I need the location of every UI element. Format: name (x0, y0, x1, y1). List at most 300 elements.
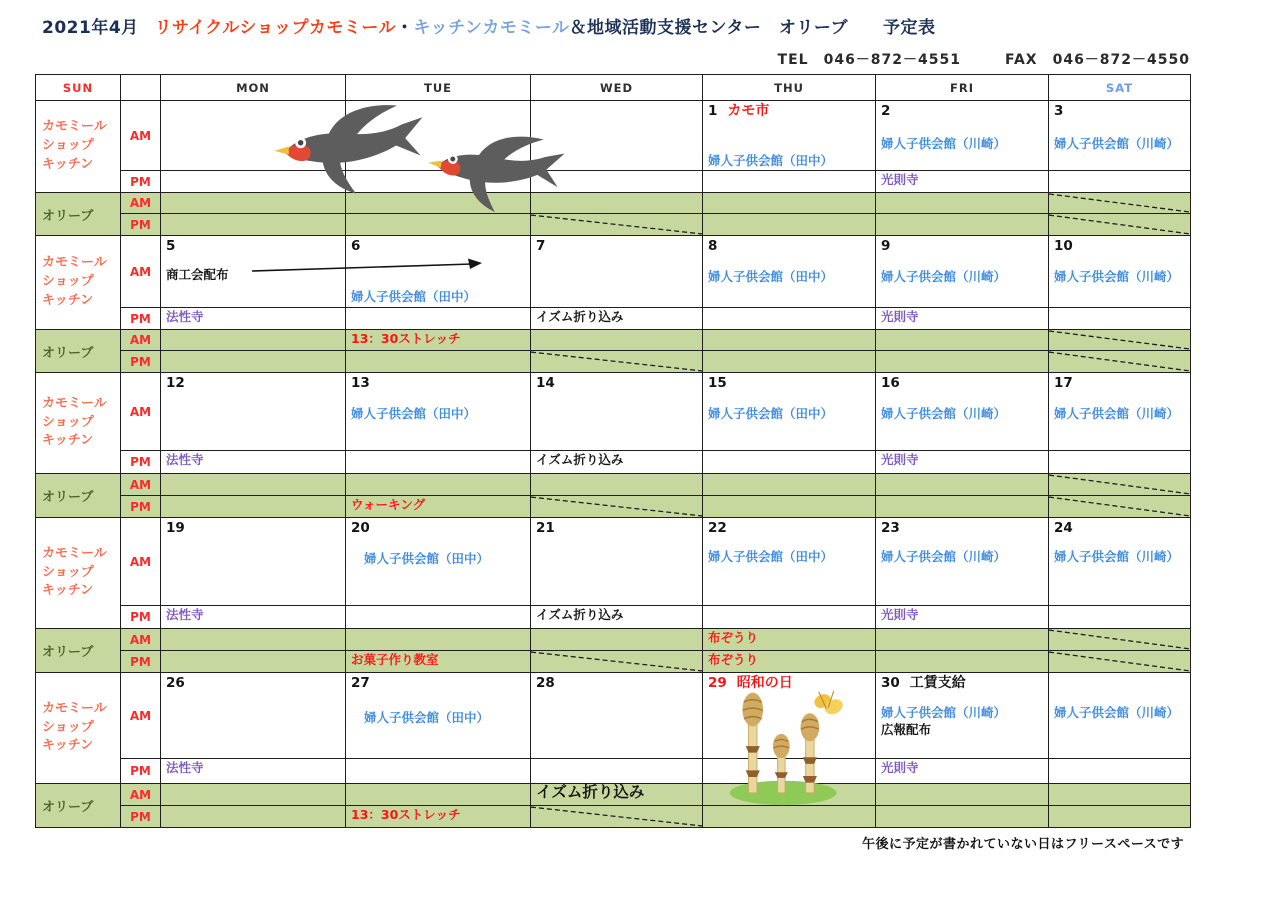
olive-label-text: オリーブ (42, 345, 94, 361)
cell-week3-tue-kamPM (345, 450, 530, 473)
date-number: 8 (708, 238, 718, 254)
am-text: AM (129, 128, 152, 143)
date-number: 1 (708, 103, 718, 119)
kamomile-label-line: ショップ (42, 414, 94, 430)
cell-week4-tue-kamPM (345, 605, 530, 628)
cell-week1-wed-kamAM (530, 100, 702, 170)
day-header-thu: THU (702, 74, 875, 100)
cell-week4-sat-olAM (1048, 628, 1190, 650)
cell-week4-wed-olPM (530, 650, 702, 672)
cell-week2-tue-olPM (345, 350, 530, 372)
olive-am-label (120, 192, 160, 213)
date-line (346, 236, 530, 254)
cell-week3-wed-kamPM (530, 450, 702, 473)
cell-week4-mon-kamPM (160, 605, 345, 628)
kamomile-label-line: カモミール (42, 545, 107, 561)
cell-week4-thu-olAM (702, 628, 875, 650)
date-number: 14 (536, 375, 555, 391)
am-text: AM (129, 787, 152, 802)
cell-week4-sat-olPM (1048, 650, 1190, 672)
event-text: 婦人子供会館（川崎） (1054, 269, 1180, 285)
cell-week4-mon-kamAM (160, 517, 345, 605)
event-text: 婦人子供会館（田中） (708, 406, 834, 422)
kamomile-label-line: カモミール (42, 119, 107, 135)
row-label-kamomile (35, 672, 120, 783)
date-number: 24 (1054, 520, 1073, 536)
cell-week5-sat-olAM (1048, 783, 1190, 805)
pm-text: PM (130, 217, 151, 232)
event-text: 婦人子供会館（川崎） (881, 406, 1007, 422)
date-line (876, 518, 1048, 536)
date-number: 30 (881, 675, 900, 691)
row-label-olive (35, 329, 120, 372)
cell-week2-fri-kamAM (875, 235, 1048, 307)
date-number: 5 (166, 238, 176, 254)
date-label: 工賃支給 (909, 675, 966, 691)
cell-week2-sat-olAM (1048, 329, 1190, 350)
cell-week3-sat-kamPM (1048, 450, 1190, 473)
tel-number: TEL 046－872－4551 (777, 52, 961, 68)
cell-week2-fri-kamPM (875, 307, 1048, 329)
cell-week1-thu-kamAM (702, 100, 875, 170)
kamomile-label-line: キッチン (42, 292, 94, 308)
cell-week2-thu-olAM (702, 329, 875, 350)
event-text: 光則寺 (881, 607, 919, 622)
event-text: 婦人子供会館（田中） (351, 289, 477, 305)
date-line (1049, 373, 1190, 391)
footer-note: 午後に予定が書かれていない日はフリースペースです (862, 837, 1185, 852)
date-number: 9 (881, 238, 891, 254)
cell-week5-thu-olPM (702, 805, 875, 827)
cell-week1-thu-olPM (702, 213, 875, 235)
row-label-olive (35, 473, 120, 517)
cell-week1-fri-kamAM (875, 100, 1048, 170)
cell-week2-mon-kamPM (160, 307, 345, 329)
cell-week3-wed-olPM (530, 495, 702, 517)
cell-week3-fri-olAM (875, 473, 1048, 495)
cell-week1-fri-olAM (875, 192, 1048, 213)
cell-week2-wed-olPM (530, 350, 702, 372)
date-number: 20 (351, 520, 370, 536)
event-text: ウォーキング (351, 497, 426, 512)
event-text: 光則寺 (881, 760, 919, 775)
olive-label-text: オリーブ (42, 645, 94, 660)
am-text: AM (129, 632, 152, 647)
event-text: 広報配布 (881, 722, 932, 738)
cell-week2-tue-kamPM (345, 307, 530, 329)
cell-week3-tue-olPM (345, 495, 530, 517)
event-text: 婦人子供会館（川崎） (1054, 406, 1180, 422)
olive-pm-label (120, 213, 160, 235)
date-number: 17 (1054, 375, 1073, 391)
cell-week5-wed-olPM (530, 805, 702, 827)
cell-week4-thu-olPM (702, 650, 875, 672)
cell-week1-wed-olPM (530, 213, 702, 235)
am-text: AM (129, 554, 152, 569)
date-label: 昭和の日 (736, 675, 793, 691)
pm-text: PM (130, 455, 151, 469)
cell-week3-mon-kamPM (160, 450, 345, 473)
am-text: AM (129, 196, 152, 210)
cell-week1-tue-kamAM (345, 100, 530, 170)
date-line (531, 673, 702, 691)
cell-week5-sat-kamAM (1048, 672, 1190, 758)
diagonal-strikethrough-icon (531, 214, 702, 235)
cell-week1-mon-kamAM (160, 100, 345, 170)
day-header-sat: SAT (1048, 74, 1190, 100)
date-number: 28 (536, 675, 555, 691)
cell-week5-sat-olPM (1048, 805, 1190, 827)
date-line (531, 236, 702, 254)
date-line (346, 673, 530, 691)
date-line (161, 236, 345, 254)
olive-label-text: オリーブ (42, 800, 94, 815)
date-number: 2 (881, 103, 891, 119)
event-text: 婦人子供会館（田中） (708, 269, 834, 285)
event-text: 13：30ストレッチ (351, 331, 461, 346)
diagonal-strikethrough-icon (1049, 629, 1190, 650)
date-number: 19 (166, 520, 185, 536)
kamomile-am-label (120, 100, 160, 170)
cell-week4-tue-kamAM (345, 517, 530, 605)
date-line (703, 373, 875, 391)
olive-pm-label (120, 650, 160, 672)
fax-number: FAX 046－872－4550 (1005, 52, 1190, 68)
cell-week1-tue-olPM (345, 213, 530, 235)
title-year-month: 2021年4月 (42, 18, 139, 38)
pm-text: PM (130, 654, 151, 669)
date-line (346, 373, 530, 391)
date-number: 12 (166, 375, 185, 391)
row-label-olive (35, 192, 120, 235)
event-text: 光則寺 (881, 452, 919, 467)
date-number: 29 (708, 675, 727, 691)
cell-week5-thu-kamAM (702, 672, 875, 758)
kamomile-label-line: カモミール (42, 395, 107, 411)
title-dot: ・ (396, 18, 414, 38)
cell-week3-fri-kamPM (875, 450, 1048, 473)
day-header-fri: FRI (875, 74, 1048, 100)
day-header-wed: WED (530, 74, 702, 100)
am-text: AM (129, 404, 152, 419)
cell-week4-thu-kamPM (702, 605, 875, 628)
pm-text: PM (130, 174, 151, 189)
cell-week4-fri-olPM (875, 650, 1048, 672)
cell-week1-sat-kamAM (1048, 100, 1190, 170)
date-number: 10 (1054, 238, 1073, 254)
row-label-kamomile (35, 372, 120, 473)
olive-label-text: オリーブ (42, 208, 94, 224)
cell-week5-mon-olPM (160, 805, 345, 827)
kamomile-label-line: ショップ (42, 138, 94, 154)
am-text: AM (129, 708, 152, 723)
date-number: 22 (708, 520, 727, 536)
event-text: イズム折り込み (536, 452, 624, 467)
kamomile-label-line: ショップ (42, 274, 94, 290)
date-line (703, 101, 875, 120)
date-line (346, 518, 530, 536)
cell-week5-mon-olAM (160, 783, 345, 805)
cell-week5-wed-kamAM (530, 672, 702, 758)
cell-week2-mon-olAM (160, 329, 345, 350)
cell-week1-wed-olAM (530, 192, 702, 213)
event-text: 婦人子供会館（田中） (364, 710, 490, 726)
date-number: 13 (351, 375, 370, 391)
diagonal-strikethrough-icon (1049, 193, 1190, 213)
date-label: カモ市 (727, 103, 770, 119)
cell-week1-sat-kamPM (1048, 170, 1190, 192)
date-line (1049, 101, 1190, 119)
cell-week5-mon-kamAM (160, 672, 345, 758)
cell-week5-thu-kamPM (702, 758, 875, 783)
cell-week4-thu-kamAM (702, 517, 875, 605)
event-text: 13：30ストレッチ (351, 807, 461, 822)
event-text: イズム折り込み (536, 783, 645, 801)
diagonal-strikethrough-icon (531, 806, 702, 827)
cell-week3-tue-olAM (345, 473, 530, 495)
diagonal-strikethrough-icon (1049, 330, 1190, 350)
cell-week2-thu-kamPM (702, 307, 875, 329)
kamomile-label-line: キッチン (42, 156, 94, 172)
cell-week2-fri-olAM (875, 329, 1048, 350)
day-header-spacer (120, 74, 160, 100)
row-label-olive (35, 783, 120, 827)
cell-week5-mon-kamPM (160, 758, 345, 783)
cell-week1-sat-olAM (1048, 192, 1190, 213)
olive-pm-label (120, 350, 160, 372)
event-text: 婦人子供会館（川崎） (881, 269, 1007, 285)
kamomile-am-label (120, 235, 160, 307)
cell-week4-wed-olAM (530, 628, 702, 650)
cell-week2-mon-olPM (160, 350, 345, 372)
kamomile-label-line: ショップ (42, 564, 94, 580)
date-line (703, 236, 875, 254)
pm-text: PM (130, 809, 151, 824)
event-text: 婦人子供会館（川崎） (1054, 136, 1180, 152)
cell-week3-mon-kamAM (160, 372, 345, 450)
date-number: 21 (536, 520, 555, 536)
cell-week5-tue-kamPM (345, 758, 530, 783)
cell-week3-tue-kamAM (345, 372, 530, 450)
date-line (1049, 236, 1190, 254)
title-shop2: キッチンカモミール (413, 18, 570, 38)
row-label-kamomile (35, 235, 120, 329)
cell-week4-mon-olAM (160, 628, 345, 650)
cell-week2-sat-kamAM (1048, 235, 1190, 307)
cell-week4-tue-olPM (345, 650, 530, 672)
cell-week2-tue-kamAM (345, 235, 530, 307)
date-line (161, 518, 345, 536)
diagonal-strikethrough-icon (1049, 651, 1190, 672)
olive-am-label (120, 628, 160, 650)
date-line (531, 518, 702, 536)
event-text: 光則寺 (881, 309, 919, 324)
cell-week5-thu-olAM (702, 783, 875, 805)
date-line (876, 673, 1048, 692)
diagonal-strikethrough-icon (1049, 351, 1190, 372)
cell-week1-fri-kamPM (875, 170, 1048, 192)
diagonal-strikethrough-icon (1049, 214, 1190, 235)
kamomile-label-line: キッチン (42, 738, 94, 754)
contact-info (778, 49, 1190, 69)
cell-week1-tue-kamPM (345, 170, 530, 192)
kamomile-pm-label (120, 758, 160, 783)
calendar-table (35, 74, 1191, 828)
row-label-kamomile (35, 100, 120, 192)
cell-week2-wed-kamPM (530, 307, 702, 329)
cell-week4-tue-olAM (345, 628, 530, 650)
date-line (876, 236, 1048, 254)
cell-week1-sat-olPM (1048, 213, 1190, 235)
cell-week3-fri-kamAM (875, 372, 1048, 450)
olive-am-label (120, 329, 160, 350)
cell-week3-thu-olPM (702, 495, 875, 517)
cell-week3-wed-olAM (530, 473, 702, 495)
pm-text: PM (130, 764, 151, 778)
cell-week2-wed-olAM (530, 329, 702, 350)
kamomile-pm-label (120, 605, 160, 628)
cell-week5-fri-olPM (875, 805, 1048, 827)
olive-am-label (120, 783, 160, 805)
cell-week3-mon-olPM (160, 495, 345, 517)
olive-pm-label (120, 805, 160, 827)
cell-week4-fri-kamPM (875, 605, 1048, 628)
cell-week2-thu-kamAM (702, 235, 875, 307)
cell-week1-mon-olPM (160, 213, 345, 235)
date-line (703, 518, 875, 536)
event-text: 婦人子供会館（川崎） (1054, 549, 1180, 565)
cell-week5-wed-kamPM (530, 758, 702, 783)
day-header-mon: MON (160, 74, 345, 100)
row-label-olive (35, 628, 120, 672)
cell-week2-fri-olPM (875, 350, 1048, 372)
cell-week5-sat-kamPM (1048, 758, 1190, 783)
event-text: 婦人子供会館（川崎） (881, 704, 1007, 720)
cell-week4-wed-kamAM (530, 517, 702, 605)
cell-week5-tue-olPM (345, 805, 530, 827)
title-shop1: リサイクルショップカモミール (154, 18, 397, 38)
kamomile-label-line: カモミール (42, 700, 107, 716)
event-text: 法性寺 (166, 607, 204, 622)
olive-pm-label (120, 495, 160, 517)
day-header-tue: TUE (345, 74, 530, 100)
date-number: 3 (1054, 103, 1064, 119)
date-line (161, 673, 345, 691)
cell-week5-tue-kamAM (345, 672, 530, 758)
cell-week5-fri-kamPM (875, 758, 1048, 783)
event-text: イズム折り込み (536, 607, 624, 622)
event-text: 商工会配布 (166, 267, 229, 283)
date-line (161, 373, 345, 391)
kamomile-pm-label (120, 307, 160, 329)
cell-week4-mon-olPM (160, 650, 345, 672)
cell-week3-sat-olPM (1048, 495, 1190, 517)
cell-week1-wed-kamPM (530, 170, 702, 192)
cell-week1-mon-kamPM (160, 170, 345, 192)
date-number: 27 (351, 675, 370, 691)
row-label-kamomile (35, 517, 120, 628)
day-header-sun: SUN (35, 74, 120, 100)
kamomile-am-label (120, 517, 160, 605)
cell-week3-thu-kamAM (702, 372, 875, 450)
event-text: 婦人子供会館（川崎） (881, 136, 1007, 152)
event-text: 婦人子供会館（田中） (708, 549, 834, 565)
diagonal-strikethrough-icon (531, 651, 702, 672)
kamomile-am-label (120, 672, 160, 758)
diagonal-strikethrough-icon (1049, 474, 1190, 495)
kamomile-pm-label (120, 170, 160, 192)
cell-week1-thu-kamPM (702, 170, 875, 192)
date-number: 15 (708, 375, 727, 391)
cell-week3-thu-kamPM (702, 450, 875, 473)
cell-week1-thu-olAM (702, 192, 875, 213)
date-line (1049, 518, 1190, 536)
cell-week4-wed-kamPM (530, 605, 702, 628)
cell-week5-fri-olAM (875, 783, 1048, 805)
date-number: 23 (881, 520, 900, 536)
event-text: 布ぞうり (708, 652, 759, 667)
date-line (876, 101, 1048, 119)
cell-week2-sat-kamPM (1048, 307, 1190, 329)
page-title (42, 13, 935, 38)
event-text: 法性寺 (166, 452, 204, 467)
date-number: 26 (166, 675, 185, 691)
pm-text: PM (130, 354, 151, 369)
cell-week4-fri-kamAM (875, 517, 1048, 605)
diagonal-strikethrough-icon (1049, 496, 1190, 517)
cell-week3-sat-kamAM (1048, 372, 1190, 450)
cell-week2-wed-kamAM (530, 235, 702, 307)
event-text: 法性寺 (166, 760, 204, 775)
cell-week3-mon-olAM (160, 473, 345, 495)
date-line (531, 373, 702, 391)
cell-week4-fri-olAM (875, 628, 1048, 650)
kamomile-label-line: ショップ (42, 719, 94, 735)
cell-week3-fri-olPM (875, 495, 1048, 517)
am-text: AM (129, 264, 152, 279)
am-text: AM (129, 333, 152, 347)
date-line (703, 673, 875, 692)
kamomile-label-line: キッチン (42, 583, 94, 599)
olive-label-text: オリーブ (42, 490, 94, 505)
event-text: 婦人子供会館（田中） (351, 406, 477, 422)
cell-week5-tue-olAM (345, 783, 530, 805)
pm-text: PM (130, 499, 151, 514)
event-text: 婦人子供会館（川崎） (1054, 705, 1180, 720)
event-text: 婦人子供会館（田中） (364, 551, 490, 567)
cell-week2-thu-olPM (702, 350, 875, 372)
date-number: 7 (536, 238, 546, 254)
kamomile-label-line: キッチン (42, 433, 94, 449)
cell-week1-mon-olAM (160, 192, 345, 213)
event-text: お菓子作り教室 (351, 652, 439, 667)
cell-week4-sat-kamAM (1048, 517, 1190, 605)
diagonal-strikethrough-icon (531, 351, 702, 372)
event-text: 法性寺 (166, 309, 204, 324)
event-text: 婦人子供会館（田中） (708, 152, 834, 168)
date-number: 6 (351, 238, 361, 254)
date-number: 16 (881, 375, 900, 391)
pm-text: PM (130, 311, 151, 326)
kamomile-pm-label (120, 450, 160, 473)
event-text: 布ぞうり (708, 630, 759, 645)
cell-week2-tue-olAM (345, 329, 530, 350)
date-line (876, 373, 1048, 391)
event-text: 光則寺 (881, 172, 919, 187)
kamomile-label-line: カモミール (42, 255, 107, 271)
cell-week3-wed-kamAM (530, 372, 702, 450)
diagonal-strikethrough-icon (531, 496, 702, 517)
